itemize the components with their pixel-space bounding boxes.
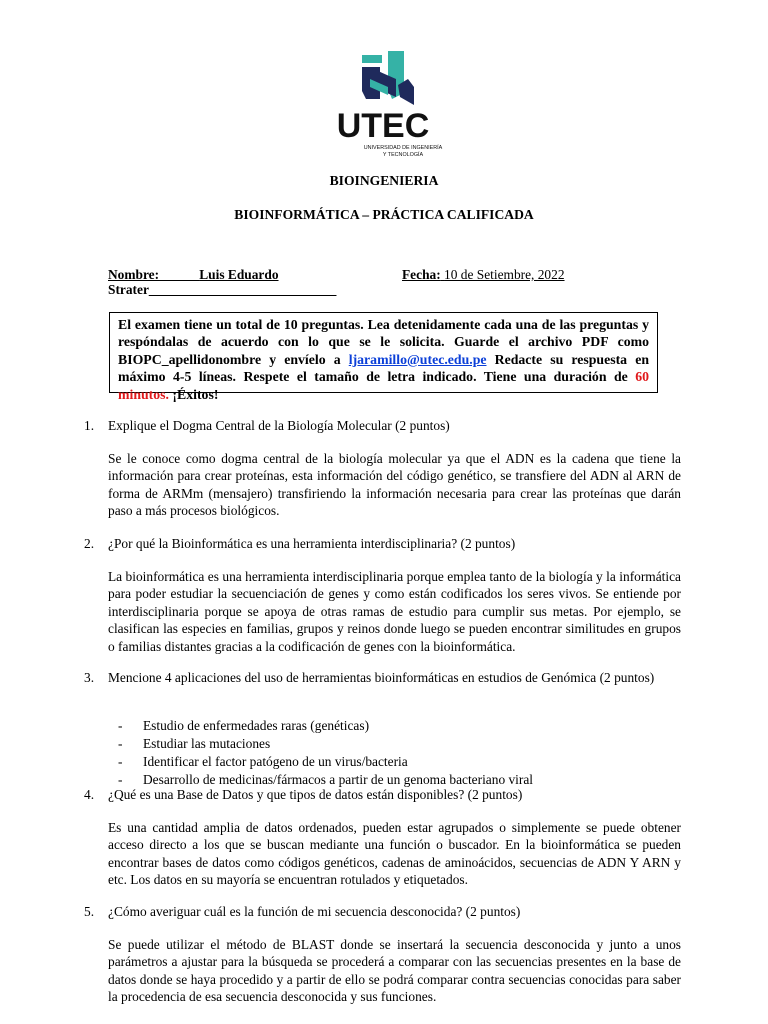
instructions-box [109, 312, 658, 402]
answer-5: Se puede utilizar el método de BLAST donde se insertará la secuencia desconocida y junto a unos parámetros a ajustar para la búsqueda se procederá a comparar con las secuencias presentes en la base de datos donde se haya procedido y a partir de ello se podrá comparar contra secuencias conocidas para saber la procedencia de esa secuencia desconocida y sus funciones. [108, 937, 681, 1005]
question-3 [84, 669, 684, 687]
nombre-tail-line: ____________________________ [148, 282, 337, 297]
answer-2: La bioinformática es una herramienta interdisciplinaria porque emplea tanto de la biología y la informática para poder estudiar la secuenciación de genes y como están codificados los seres vivos. Se entiende por interdisciplinaria porque se apoya de otras ramas de estudio para cumplir sus metas. Por ejemplo, se clasifican las especies en familias, grupos y reinos donde luego se pueden encontrar similitudes en grupos o familias distantes gracias a la codificación de genes con la bioinformática. [108, 569, 681, 654]
question-text: Mencione 4 aplicaciones del uso de herramientas bioinformáticas en estudios de Genómica (2 puntos) [108, 670, 655, 685]
nombre-value-2: Strater [108, 282, 149, 297]
instructions-text: El examen tiene un total de 10 preguntas. Lea detenidamente cada una de las preguntas y respóndalas de acuerdo con lo que se le solicita. Guarde el archivo PDF como BIOPC_apellidonombre y envíelo a [118, 317, 649, 367]
question-text: Explique el Dogma Central de la Biología Molecular (2 puntos) [108, 418, 450, 433]
nombre-value: Luis Eduardo [199, 267, 279, 282]
answer-4: Es una cantidad amplia de datos ordenados, pueden estar agrupados o simplemente se puede obtener acceso directo a los que se buscan mediante una función o buscador. En la bioinformática se pueden encontrar bases de datos como códigos genéticos, cadenas de aminoácidos, secuencias de ADN Y ARN y etc. Los datos en su mayoría se encuentran rotulados y etiquetados. [108, 820, 681, 888]
list-item: - Desarrollo de medicinas/fármacos a partir de un genoma bacteriano viral [118, 772, 534, 787]
nombre-field [108, 267, 344, 297]
fecha-label: Fecha: [402, 267, 441, 282]
question-number: 2. [84, 536, 95, 551]
answer-1: Se le conoce como dogma central de la biología molecular ya que el ADN es la cadena que tiene la información para crear proteínas, esta información del código genético, se transfiere del ADN al ARN de forma de ARMm (mensajero) transfiriendo la información necesaria para crear las proteínas que darán paso a más procesos biológicos. [108, 451, 681, 519]
list-item: - Estudiar las mutaciones [118, 736, 271, 751]
question-1 [84, 417, 684, 435]
fecha-value: 10 de Setiembre, 2022 [444, 267, 565, 282]
list-item: - Estudio de enfermedades raras (genéticas) [118, 718, 370, 733]
nombre-blank: ______ [159, 267, 200, 282]
question-2 [84, 535, 684, 553]
question-number: 4. [84, 787, 95, 802]
question-number: 3. [84, 670, 95, 685]
utec-emblem-icon [362, 51, 414, 105]
email-link[interactable]: ljaramillo@utec.edu.pe [348, 351, 487, 367]
nombre-label: Nombre: [108, 267, 160, 282]
question-text: ¿Por qué la Bioinformática es una herramienta interdisciplinaria? (2 puntos) [108, 536, 516, 551]
utec-subtitle-2: Y TECNOLOGÍA [382, 152, 424, 158]
question-text: ¿Cómo averiguar cuál es la función de mi secuencia desconocida? (2 puntos) [108, 904, 521, 919]
question-number: 5. [84, 904, 95, 919]
utec-wordmark: UTEC [336, 107, 430, 145]
course-title: BIOINGENIERIA [329, 173, 439, 188]
question-4 [84, 786, 684, 804]
question-number: 1. [84, 418, 95, 433]
utec-logo [318, 45, 448, 167]
fecha-field [402, 267, 565, 283]
question-text: ¿Qué es una Base de Datos y que tipos de datos están disponibles? (2 puntos) [108, 787, 523, 802]
list-item: - Identificar el factor patógeno de un virus/bacteria [118, 754, 408, 769]
duration: 60 minutos. [118, 369, 649, 402]
question-5 [84, 903, 684, 921]
closing-text: ¡Éxitos! [168, 386, 219, 402]
exam-title: BIOINFORMÁTICA – PRÁCTICA CALIFICADA [234, 207, 534, 222]
utec-subtitle-1: UNIVERSIDAD DE INGENIERÍA [363, 145, 443, 151]
instructions-text-2: Redacte su respuesta en máximo 4-5 líneas. Respete el tamaño de letra indicado. Tiene una duración de [118, 351, 649, 385]
applications-list [118, 717, 678, 789]
